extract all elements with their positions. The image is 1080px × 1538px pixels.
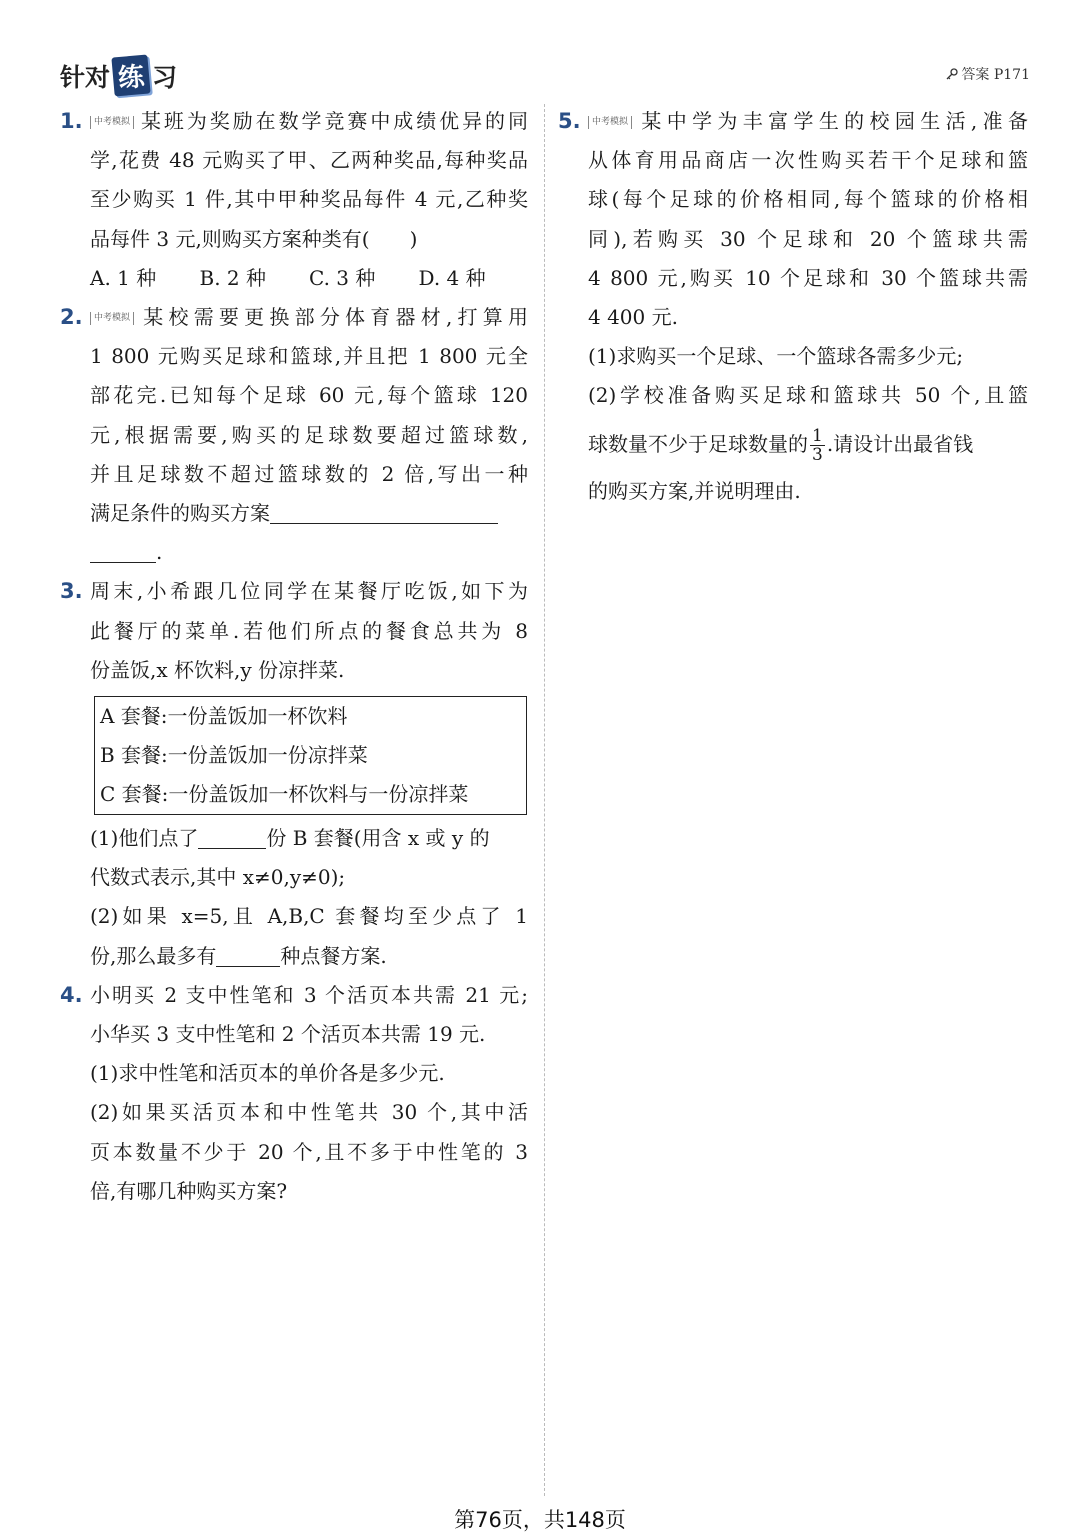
q5-line-7: (1)求购买一个足球、一个篮球各需多少元; [588,344,964,369]
q2-line-2: 1 800 元购买足球和篮球,并且把 1 800 元全 [90,344,528,369]
q2-line-1: 中考模拟 某校需要更换部分体育器材,打算用 [90,298,528,337]
menu-item-b: B 套餐:一份盖饭加一份凉拌菜 [100,743,368,768]
fraction [810,427,825,464]
fraction-denominator: 3 [812,444,823,465]
key-icon [946,68,958,80]
q1-line-2: 学,花费 48 元购买了甲、乙两种奖品,每种奖品 [90,148,528,173]
answer-blank[interactable] [198,824,266,849]
q2-line-3: 部花完.已知每个足球 60 元,每个篮球 120 [90,383,528,408]
q5-line-4: 同),若购买 30 个足球和 20 个篮球共需 [588,226,1028,251]
q3-line-3: 份盖饭,x 杯饮料,y 份凉拌菜. [90,657,345,682]
left-column [60,102,528,1211]
q4-line-6: 倍,有哪几种购买方案? [90,1178,288,1203]
q3-sub1-cont: 代数式表示,其中 x≠0,y≠0); [90,865,346,890]
q3-line-1: 周末,小希跟几位同学在某餐厅吃饭,如下为 [90,579,528,604]
question-3 [60,572,528,975]
exam-tag: 中考模拟 [90,312,134,325]
menu-item-a: A 套餐:一份盖饭加一杯饮料 [100,704,348,729]
q1-line-4: 品每件 3 元,则购买方案种类有( ) [90,226,418,251]
exam-tag: 中考模拟 [90,116,134,129]
q2-line-7: . [90,533,528,572]
right-column [558,102,1028,511]
q3-line-2: 此餐厅的菜单.若他们所点的餐食总共为 8 [90,618,528,643]
option-d: D. 4 种 [418,265,486,290]
answer-reference [946,64,1030,84]
page-number: 第76页，共148页 [454,1508,626,1532]
q4-line-3: (1)求中性笔和活页本的单价各是多少元. [90,1061,445,1086]
q2-line-5: 并且足球数不超过篮球数的 2 倍,写出一种 [90,461,528,486]
answer-blank-cont[interactable] [90,538,156,563]
answer-blank[interactable] [216,942,280,967]
question-number: 4. [60,982,83,1007]
exam-tag: 中考模拟 [588,116,632,129]
question-number: 1. [60,109,83,133]
option-c: C. 3 种 [309,265,376,290]
option-a: A. 1 种 [90,265,157,290]
q5-line-1: 中考模拟 某中学为丰富学生的校园生活,准备 [588,102,1028,141]
answer-blank[interactable] [270,499,498,524]
question-2 [60,298,528,572]
question-number: 3. [60,579,83,604]
q5-line-3: 球(每个足球的价格相同,每个篮球的价格相 [588,187,1028,212]
column-divider [544,104,545,1496]
q4-line-2: 小华买 3 支中性笔和 2 个活页本共需 19 元. [90,1022,486,1047]
q5-line-8: (2)学校准备购买足球和篮球共 50 个,且篮 [588,383,1028,408]
q2-line-6: 满足条件的购买方案 [90,494,528,533]
q5-line-6: 4 400 元. [588,305,678,330]
option-b: B. 2 种 [199,265,266,290]
q4-line-5: 页本数量不少于 20 个,且不多于中性笔的 3 [90,1139,528,1164]
q2-line-4: 元,根据需要,购买的足球数要超过篮球数, [90,422,528,447]
title-post: 习 [152,62,178,92]
question-5 [558,102,1028,511]
question-4 [60,976,528,1211]
q3-sub2-cont: 份,那么最多有 种点餐方案. [90,943,387,968]
q5-line-5: 4 800 元,购买 10 个足球和 30 个篮球共需 [588,265,1028,290]
answer-ref-text: 答案 P171 [961,67,1030,83]
q3-sub2: (2)如果 x=5,且 A,B,C 套餐均至少点了 1 [90,904,528,929]
q1-line-1: 中考模拟 某班为奖励在数学竞赛中成绩优异的同 [90,102,528,141]
menu-box [94,696,527,815]
menu-item-c: C 套餐:一份盖饭加一杯饮料与一份凉拌菜 [100,782,469,807]
title-pre: 针对 [60,62,111,92]
question-number: 5. [558,109,581,133]
q4-line-1: 小明买 2 支中性笔和 3 个活页本共需 21 元; [90,982,528,1007]
question-1 [60,102,528,298]
q4-line-4: (2)如果买活页本和中性笔共 30 个,其中活 [90,1100,528,1125]
q5-line-2: 从体育用品商店一次性购买若干个足球和篮 [588,148,1028,173]
q1-options [90,259,528,298]
question-number: 2. [60,305,83,330]
q5-line-9: 球数量不少于足球数量的 $\frac{1}{3}$ .请设计出最省钱 [588,425,974,465]
title-box: 练 [111,55,150,97]
q1-line-3: 至少购买 1 件,其中甲种奖品每件 4 元,乙种奖 [90,187,528,212]
page-header [60,50,1030,94]
section-title [60,56,177,95]
fraction-numerator: 1 [812,425,823,446]
q3-sub1: (1)他们点了 份 B 套餐(用含 x 或 y 的 [90,826,490,851]
q5-line-10: 的购买方案,并说明理由. [588,478,801,503]
